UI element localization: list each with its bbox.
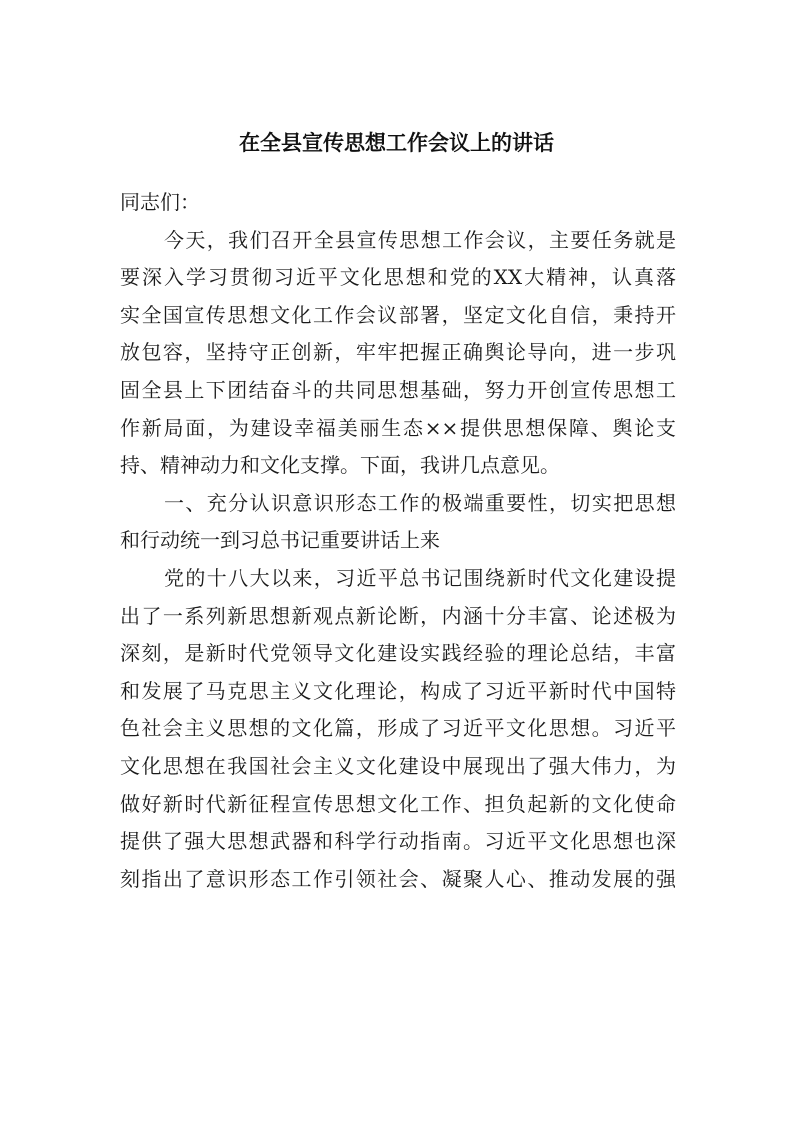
paragraph-line: 今天，我们召开全县宣传思想工作会议，主要任务就是	[164, 227, 676, 252]
document-title: 在全县宣传思想工作会议上的讲话	[239, 131, 554, 155]
paragraph-line: 持、精神动力和文化支撑。下面，我讲几点意见。	[120, 453, 560, 478]
paragraph-line: 出了一系列新思想新观点新论断，内涵十分丰富、论述极为	[120, 603, 676, 628]
paragraph-line: 提供了强大思想武器和科学行动指南。习近平文化思想也深	[120, 829, 676, 854]
section-heading-line: 一、充分认识意识形态工作的极端重要性，切实把思想	[164, 490, 676, 515]
salutation: 同志们：	[120, 190, 200, 214]
document-body	[120, 184, 676, 898]
paragraph-line: 作新局面，为建设幸福美丽生态××提供思想保障、舆论支	[120, 415, 676, 440]
paragraph-line: 色社会主义思想的文化篇，形成了习近平文化思想。习近平	[120, 716, 676, 741]
paragraph-line: 深刻，是新时代党领导文化建设实践经验的理论总结，丰富	[120, 641, 676, 666]
section-heading-line: 和行动统一到习总书记重要讲话上来	[120, 528, 440, 553]
paragraph-line: 做好新时代新征程宣传思想文化工作、担负起新的文化使命	[120, 791, 676, 816]
paragraph-line: 文化思想在我国社会主义文化建设中展现出了强大伟力，为	[120, 753, 676, 778]
paragraph-line: 要深入学习贯彻习近平文化思想和党的XX大精神，认真落	[120, 265, 676, 290]
paragraph-line: 和发展了马克思主义文化理论，构成了习近平新时代中国特	[120, 678, 676, 703]
paragraph-line: 刻指出了意识形态工作引领社会、凝聚人心、推动发展的强	[120, 866, 676, 891]
paragraph-line: 党的十八大以来，习近平总书记围绕新时代文化建设提	[164, 565, 676, 590]
paragraph-line: 固全县上下团结奋斗的共同思想基础，努力开创宣传思想工	[120, 377, 676, 402]
paragraph-line: 实全国宣传思想文化工作会议部署，坚定文化自信，秉持开	[120, 302, 676, 327]
paragraph-line: 放包容，坚持守正创新，牢牢把握正确舆论导向，进一步巩	[120, 340, 676, 365]
